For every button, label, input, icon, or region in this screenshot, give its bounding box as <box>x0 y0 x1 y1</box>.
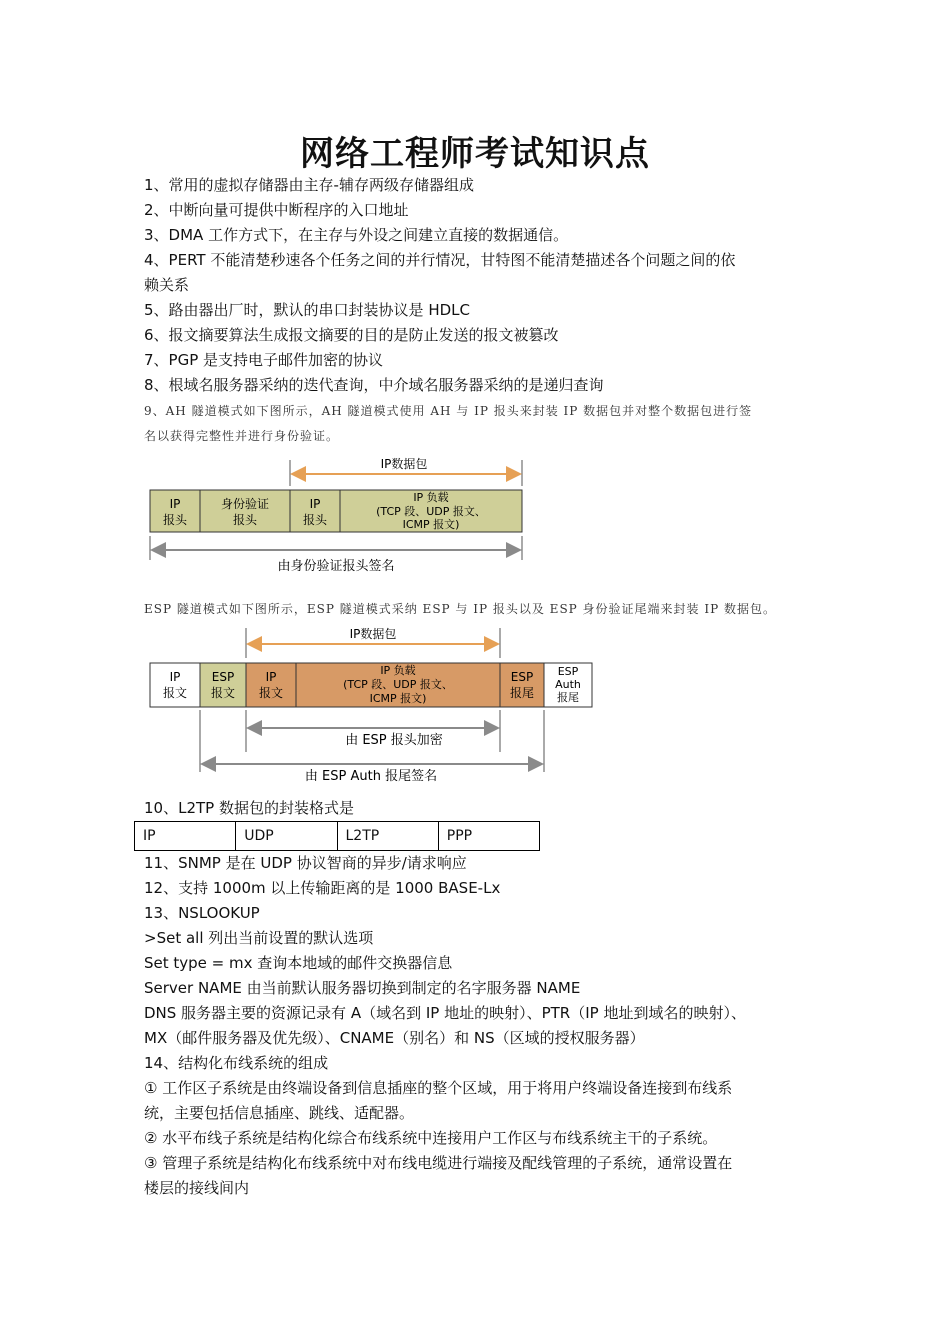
list-item: MX（邮件服务器及优先级）、CNAME（别名）和 NS（区域的授权服务器） <box>144 1029 645 1047</box>
list-item: 7、PGP 是支持电子邮件加密的协议 <box>144 351 384 369</box>
esp-cell-ip-payload: IP 负载(TCP 段、UDP 报文、 ICMP 报文) <box>343 664 453 705</box>
list-item: 3、DMA 工作方式下，在主存与外设之间建立直接的数据通信。 <box>144 226 569 244</box>
ah-cell-ip-header: IP 报头 <box>162 497 188 527</box>
list-item: ③ 管理子系统是结构化布线系统中对布线电缆进行端接及配线管理的子系统，通常设置在 <box>144 1154 733 1172</box>
list-item: 楼层的接线间内 <box>144 1179 250 1197</box>
esp-cell-esp-auth-trailer: ESP Auth 报尾 <box>555 665 581 704</box>
esp-top-label: IP数据包 <box>349 627 397 641</box>
table-cell: L2TP <box>337 822 438 851</box>
ah-cell-ip-payload: IP 负载(TCP 段、UDP 报文、 ICMP 报文) <box>376 491 486 531</box>
list-item: 14、结构化布线系统的组成 <box>144 1054 329 1072</box>
ah-tunnel-diagram <box>144 452 534 580</box>
table-cell: IP <box>135 822 236 851</box>
list-item: 9、AH 隧道模式如下图所示，AH 隧道模式使用 AH 与 IP 报头来封装 IP 数据包并对整个数据包进行签 <box>144 404 753 418</box>
list-item: 赖关系 <box>144 276 190 294</box>
list-item: 13、NSLOOKUP <box>144 904 260 922</box>
esp-cell-esp-header: ESP 报文 <box>210 670 236 700</box>
list-item: 统，主要包括信息插座、跳线、适配器。 <box>144 1104 415 1122</box>
list-item: ① 工作区子系统是由终端设备到信息插座的整个区域，用于将用户终端设备连接到布线系 <box>144 1079 733 1097</box>
list-item: 2、中断向量可提供中断程序的入口地址 <box>144 201 409 219</box>
esp-cell-esp-trailer: ESP 报尾 <box>509 670 535 700</box>
esp-cell-inner-ip-header: IP 报文 <box>258 670 284 700</box>
table-cell: UDP <box>236 822 337 851</box>
list-item: ② 水平布线子系统是结构化综合布线系统中连接用户工作区与布线系统主干的子系统。 <box>144 1129 718 1147</box>
ah-bottom-label: 由身份验证报头签名 <box>277 559 395 574</box>
list-item: DNS 服务器主要的资源记录有 A（域名到 IP 地址的映射）、PTR（IP 地址到域名的映射）、 <box>144 1004 746 1022</box>
list-item: Server NAME 由当前默认服务器切换到制定的名字服务器 NAME <box>144 979 581 997</box>
esp-tunnel-diagram <box>144 622 604 788</box>
list-item: 10、L2TP 数据包的封装格式是 <box>144 799 354 817</box>
list-item: 6、报文摘要算法生成报文摘要的目的是防止发送的报文被篡改 <box>144 326 559 344</box>
esp-cell-ip-header: IP 报文 <box>162 670 188 700</box>
esp-bottom-label: 由 ESP Auth 报尾签名 <box>304 769 438 784</box>
table-cell: PPP <box>438 822 539 851</box>
esp-description: ESP 隧道模式如下图所示，ESP 隧道模式采纳 ESP 与 IP 报头以及 ESP 身份验证尾端来封装 IP 数据包。 <box>144 602 776 616</box>
l2tp-format-table <box>134 821 540 851</box>
list-item: 名以获得完整性并进行身份验证。 <box>144 429 340 443</box>
ah-cell-auth-header: 身份验证报头 <box>220 497 270 527</box>
ah-cell-inner-ip-header: IP 报头 <box>302 497 328 527</box>
ah-top-label: IP数据包 <box>380 457 428 471</box>
list-item: 11、SNMP 是在 UDP 协议智商的异步/请求响应 <box>144 854 467 872</box>
list-item: 5、路由器出厂时，默认的串口封装协议是 HDLC <box>144 301 470 319</box>
list-item: 1、常用的虚拟存储器由主存-辅存两级存储器组成 <box>144 176 474 194</box>
list-item: Set type = mx 查询本地域的邮件交换器信息 <box>144 954 453 972</box>
table-row <box>135 822 540 851</box>
list-item: >Set all 列出当前设置的默认选项 <box>144 929 374 947</box>
page-title: 网络工程师考试知识点 <box>300 134 650 174</box>
esp-mid-label: 由 ESP 报头加密 <box>345 733 443 748</box>
list-item: 12、支持 1000m 以上传输距离的是 1000 BASE-Lx <box>144 879 501 897</box>
list-item: 4、PERT 不能清楚秒速各个任务之间的并行情况，甘特图不能清楚描述各个问题之间的依 <box>144 251 736 269</box>
list-item: 8、根域名服务器采纳的迭代查询，中介域名服务器采纳的是递归查询 <box>144 376 604 394</box>
